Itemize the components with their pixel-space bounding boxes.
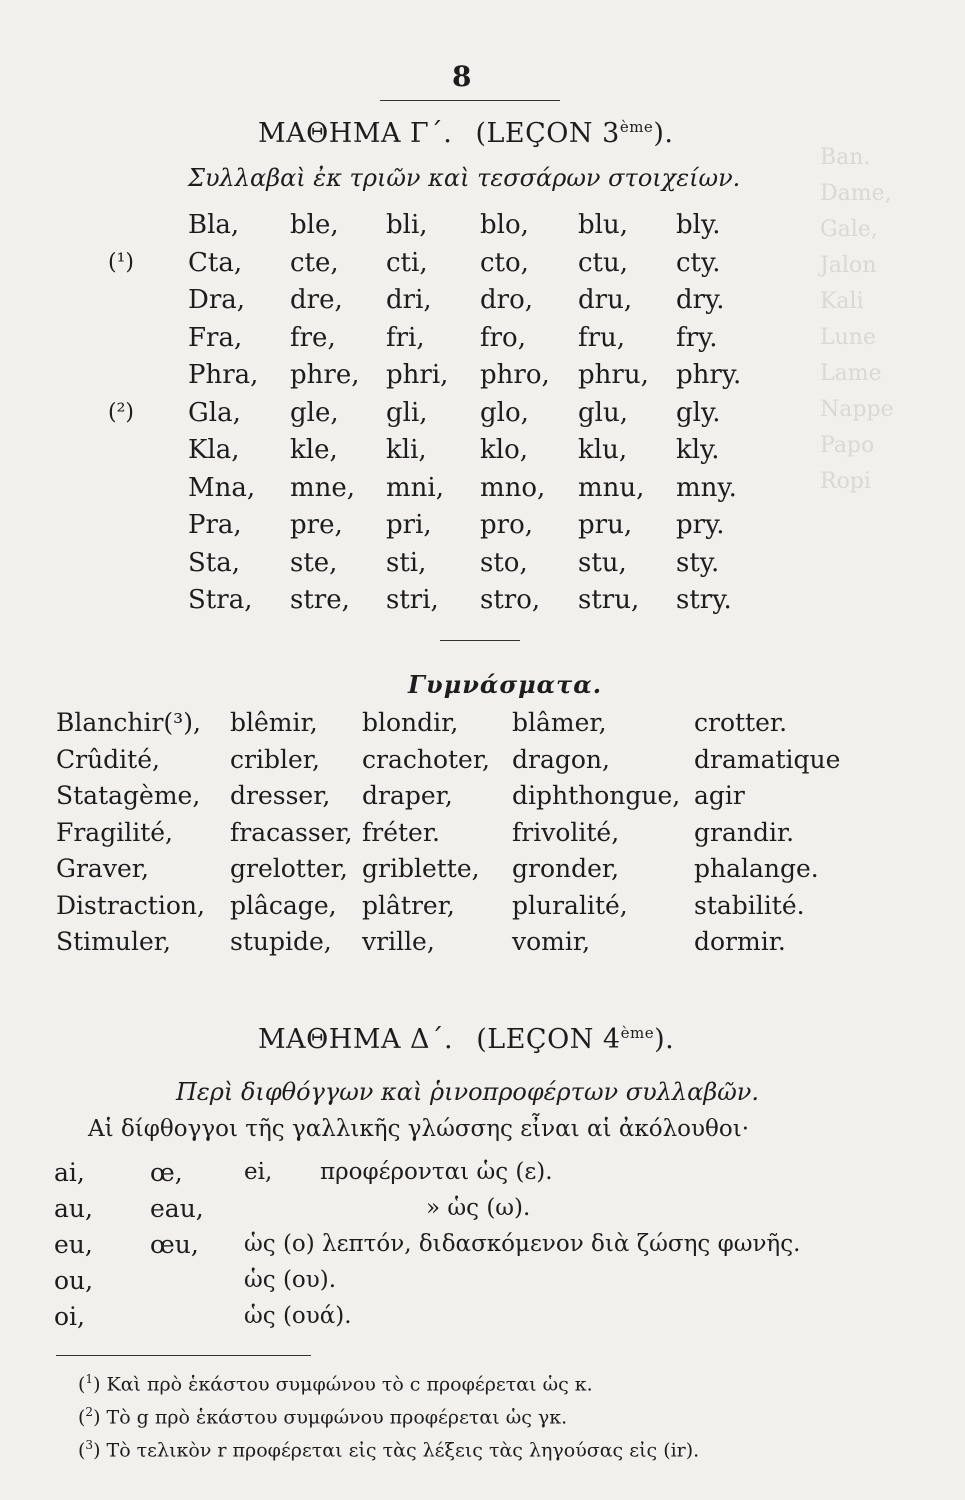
exercise-word: Graver,: [56, 854, 149, 883]
syllable-cell: stri,: [386, 585, 439, 615]
syllable-cell: dri,: [386, 285, 432, 315]
footnote-text: Τὸ τελικὸν r προφέρεται εἰς τὰς λέξεις τὰς ληγούσας εἰς (ir).: [106, 1439, 700, 1462]
diphthong-row: [0, 1266, 965, 1302]
diphthong-d: προφέρονται ὡς (ε).: [320, 1159, 553, 1185]
syllable-cell: Stra,: [188, 585, 253, 615]
syllable-cell: blu,: [578, 210, 628, 240]
lesson4-title-french: (LEÇON 4: [476, 1024, 621, 1055]
syllable-cell: pry.: [676, 510, 725, 540]
syllable-cell: Pra,: [188, 510, 242, 540]
syllable-row: [0, 473, 965, 509]
diphthong-a: au,: [54, 1194, 93, 1223]
syllable-cell: phru,: [578, 360, 649, 390]
syllable-cell: phre,: [290, 360, 360, 390]
lesson4-title-greek: ΜΑΘΗΜΑ Δ΄.: [258, 1024, 454, 1055]
diphthong-a: ou,: [54, 1266, 94, 1295]
diphthong-row: [0, 1194, 965, 1230]
syllable-cell: sto,: [480, 547, 528, 578]
syllable-cell: fre,: [290, 322, 336, 353]
syllable-cell: dre,: [290, 285, 343, 315]
exercise-row: [0, 927, 965, 963]
syllable-cell: glu,: [578, 397, 628, 428]
footnote-paren: (: [78, 1406, 86, 1429]
exercise-word: Stimuler,: [56, 927, 171, 956]
lesson3-title-close: ).: [653, 118, 674, 149]
exercise-word: blondir,: [362, 708, 459, 737]
syllable-cell: fri,: [386, 322, 425, 353]
syllable-cell: kle,: [290, 435, 338, 465]
exercise-word: griblette,: [362, 854, 480, 883]
diphthong-a: ai,: [54, 1158, 85, 1187]
exercise-word: grandir.: [694, 817, 795, 847]
exercise-word: fréter.: [362, 817, 440, 847]
footnote-paren: (: [78, 1439, 86, 1462]
syllable-cell: dro,: [480, 285, 533, 315]
lesson4-title-sup: ème: [620, 1024, 655, 1042]
syllable-cell: fru,: [578, 322, 626, 353]
footnote-paren: ): [93, 1439, 107, 1462]
diphthong-c: ὡς (ου).: [244, 1267, 337, 1293]
syllable-cell: ble,: [290, 210, 339, 240]
syllable-row: [0, 398, 965, 434]
syllable-cell: phri,: [386, 360, 449, 390]
exercise-word: crachoter,: [362, 744, 491, 774]
syllable-cell: Phra,: [188, 360, 259, 390]
footnote-line: [78, 1405, 567, 1428]
syllable-cell: pre,: [290, 510, 343, 540]
syllable-cell: cto,: [480, 247, 529, 278]
syllable-cell: stre,: [290, 585, 350, 615]
exercise-row: [0, 854, 965, 890]
lesson4-title: [258, 1024, 674, 1055]
syllable-cell: stry.: [676, 585, 732, 615]
exercise-word: pluralité,: [512, 890, 628, 920]
lesson3-title-greek: ΜΑΘΗΜΑ Γ΄.: [258, 118, 453, 149]
footnote-paren: ): [93, 1406, 107, 1429]
footnote-mark: (¹): [108, 249, 134, 275]
footnote-text: Τὸ g πρὸ ἑκάστου συμφώνου προφέρεται ὡς γκ.: [106, 1406, 568, 1429]
syllable-cell: glo,: [480, 397, 529, 428]
diphthong-d: » ὡς (ω).: [426, 1195, 531, 1221]
syllable-cell: cty.: [676, 247, 721, 278]
syllable-cell: sti,: [386, 547, 427, 578]
exercise-word: Statagème,: [56, 781, 201, 810]
exercise-word: vrille,: [362, 927, 435, 956]
exercise-row: [0, 818, 965, 854]
exercise-word: blêmir,: [230, 708, 318, 737]
exercise-row: [0, 745, 965, 781]
diphthong-b: eau,: [150, 1194, 204, 1223]
syllable-cell: stro,: [480, 585, 541, 615]
syllable-cell: dry.: [676, 285, 725, 315]
exercise-word: dramatique: [694, 744, 841, 774]
syllable-cell: kly.: [676, 435, 720, 465]
section-rule: [440, 640, 520, 641]
exercise-word: gronder,: [512, 854, 620, 883]
syllable-cell: fry.: [676, 322, 718, 353]
diphthong-b: œu,: [150, 1230, 199, 1259]
syllable-cell: stu,: [578, 547, 627, 578]
exercise-word: dormir.: [694, 927, 786, 956]
exercise-word: agir: [694, 781, 745, 810]
syllable-cell: mne,: [290, 472, 356, 503]
syllable-cell: Cta,: [188, 247, 243, 278]
diphthong-row: [0, 1158, 965, 1194]
syllable-row: [0, 210, 965, 246]
syllable-cell: pru,: [578, 510, 633, 540]
syllable-cell: pro,: [480, 510, 533, 540]
syllable-cell: fro,: [480, 322, 526, 353]
syllable-row: [0, 248, 965, 284]
syllable-cell: Fra,: [188, 322, 243, 353]
syllable-cell: sty.: [676, 547, 720, 578]
footnote-paren: ): [93, 1373, 107, 1396]
lesson3-title-french: (LEÇON 3: [475, 118, 620, 149]
diphthong-a: eu,: [54, 1230, 93, 1259]
syllable-cell: mni,: [386, 472, 444, 503]
lesson3-subtitle: Συλλαβαὶ ἐκ τριῶν καὶ τεσσάρων στοιχείων.: [188, 164, 741, 192]
exercise-word: vomir,: [512, 927, 591, 956]
diphthong-c: ὡς (ουά).: [244, 1303, 352, 1329]
footnote-number: 2: [85, 1405, 94, 1419]
diphthong-row: [0, 1302, 965, 1338]
exercise-word: dresser,: [230, 781, 331, 810]
exercise-word: Blanchir(³),: [56, 708, 201, 737]
footnote-text: Καὶ πρὸ ἑκάστου συμφώνου τὸ c προφέρεται ὡς κ.: [106, 1373, 593, 1396]
exercise-word: crotter.: [694, 708, 788, 737]
lesson3-title: [258, 118, 673, 149]
syllable-row: [0, 360, 965, 396]
syllable-cell: kli,: [386, 435, 427, 465]
exercise-word: blâmer,: [512, 708, 607, 737]
syllable-cell: klo,: [480, 435, 528, 465]
bleed-through-text: Ban. Dame, Gale, Jalon Kali Lune Lame Nappe Papo Ropi: [820, 145, 894, 494]
exercise-word: fracasser,: [230, 817, 353, 847]
exercise-word: cribler,: [230, 744, 320, 774]
syllable-cell: ctu,: [578, 247, 629, 278]
diphthong-b: œ,: [150, 1158, 183, 1187]
syllable-row: [0, 510, 965, 546]
exercise-word: dragon,: [512, 744, 610, 774]
footnote-mark: (²): [108, 399, 134, 425]
exercise-word: diphthongue,: [512, 781, 681, 810]
exercise-word: plâtrer,: [362, 890, 455, 920]
exercise-word: Distraction,: [56, 890, 205, 920]
syllable-cell: phry.: [676, 360, 742, 390]
diphthong-a: oi,: [54, 1302, 85, 1331]
syllable-cell: gly.: [676, 397, 721, 428]
exercises-title: Γυμνάσματα.: [408, 670, 603, 699]
syllable-cell: Gla,: [188, 397, 241, 428]
exercise-word: plâcage,: [230, 890, 337, 920]
exercise-word: phalange.: [694, 854, 819, 883]
top-rule: [380, 100, 560, 101]
syllable-row: [0, 323, 965, 359]
syllable-cell: dru,: [578, 285, 633, 315]
syllable-cell: gle,: [290, 397, 339, 428]
diphthong-row: [0, 1230, 965, 1266]
syllable-row: [0, 285, 965, 321]
syllable-row: [0, 435, 965, 471]
exercise-word: Fragilité,: [56, 817, 173, 847]
exercise-word: frivolité,: [512, 817, 620, 847]
lesson3-title-sup: ème: [619, 118, 654, 136]
lesson4-subtitle: Περὶ διφθόγγων καὶ ῥινοπροφέρτων συλλαβῶν.: [176, 1078, 759, 1106]
syllable-cell: cte,: [290, 247, 339, 278]
exercise-row: [0, 781, 965, 817]
exercise-word: stupide,: [230, 927, 332, 956]
page-number: 8: [452, 60, 472, 93]
syllable-cell: bli,: [386, 210, 428, 240]
syllable-cell: stru,: [578, 585, 640, 615]
syllable-cell: bly.: [676, 210, 721, 240]
lesson4-title-close: ).: [654, 1024, 675, 1055]
syllable-cell: klu,: [578, 435, 628, 465]
syllable-cell: Dra,: [188, 285, 246, 315]
footnote-line: [78, 1372, 593, 1395]
footnote-rule: [56, 1355, 311, 1356]
syllable-cell: blo,: [480, 210, 529, 240]
syllable-cell: Bla,: [188, 210, 240, 240]
syllable-cell: mnu,: [578, 472, 645, 503]
exercise-word: Crûdité,: [56, 744, 160, 774]
diphthong-c: ei,: [244, 1159, 273, 1185]
footnote-number: 1: [85, 1372, 94, 1386]
exercise-row: [0, 708, 965, 744]
syllable-row: [0, 548, 965, 584]
syllable-cell: phro,: [480, 360, 550, 390]
syllable-row: [0, 585, 965, 621]
syllable-cell: mny.: [676, 472, 737, 503]
lesson4-intro: Αἱ δίφθογγοι τῆς γαλλικῆς γλώσσης εἶναι αἱ ἀκόλουθοι·: [88, 1116, 750, 1142]
syllable-cell: ste,: [290, 547, 338, 578]
syllable-cell: mno,: [480, 472, 546, 503]
syllable-cell: Sta,: [188, 547, 241, 578]
exercise-word: grelotter,: [230, 854, 348, 883]
syllable-cell: cti,: [386, 247, 428, 278]
footnote-paren: (: [78, 1373, 86, 1396]
syllable-cell: Mna,: [188, 472, 256, 503]
syllable-cell: gli,: [386, 397, 428, 428]
footnote-number: 3: [85, 1438, 94, 1452]
exercise-word: stabilité.: [694, 890, 805, 920]
syllable-cell: Kla,: [188, 435, 240, 465]
exercise-word: draper,: [362, 781, 453, 810]
exercise-row: [0, 891, 965, 927]
footnote-line: [78, 1438, 699, 1461]
syllable-cell: pri,: [386, 510, 432, 540]
diphthong-c: ὡς (ο) λεπτόν, διδασκόμενον διὰ ζώσης φωνῆς.: [244, 1231, 801, 1257]
